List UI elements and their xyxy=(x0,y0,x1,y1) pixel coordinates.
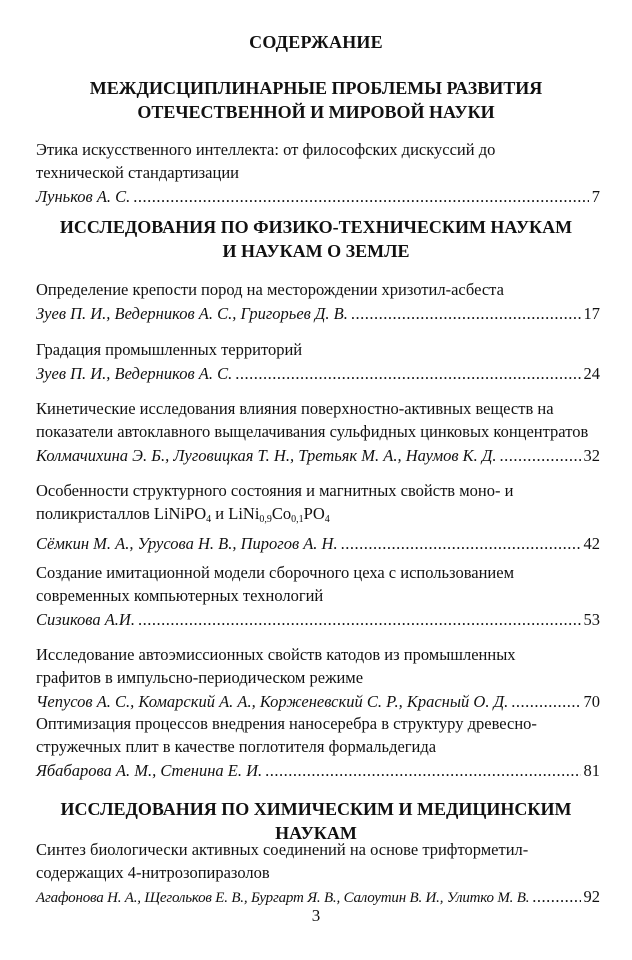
entry-page-number[interactable]: 81 xyxy=(583,761,600,780)
entry-authors: Сизикова А.И. xyxy=(36,610,135,629)
formula-subscript: 4 xyxy=(206,514,212,525)
entry-page-number[interactable]: 7 xyxy=(591,187,600,206)
dot-leader xyxy=(511,690,580,713)
entry-authors: Зуев П. И., Ведерников А. С., Григорьев Д. В. xyxy=(36,304,348,323)
entry-title-line: показатели автоклавного выщелачивания сульфидных цинковых концентратов xyxy=(36,422,589,441)
entry-author-line xyxy=(36,532,600,555)
entry-page-number[interactable]: 17 xyxy=(583,304,600,323)
entry-author-line xyxy=(36,185,600,208)
entry-title xyxy=(36,838,600,884)
dot-leader xyxy=(351,302,581,325)
entry-page-number[interactable]: 32 xyxy=(583,446,600,465)
entry-page-number[interactable]: 70 xyxy=(583,692,600,711)
entry-title xyxy=(36,278,600,301)
entry-title xyxy=(36,338,600,361)
entry-title-line: Особенности структурного состояния и магнитных свойств моно- и xyxy=(36,481,514,500)
section-heading-line: И НАУКАМ О ЗЕМЛЕ xyxy=(222,241,410,261)
formula-subscript: 0,9 xyxy=(259,514,272,525)
entry-page-number[interactable]: 92 xyxy=(583,887,600,906)
entry-authors: Агафонова Н. А., Щегольков Е. В., Бургарт Я. В., Салоутин В. И., Улитко М. В. xyxy=(36,890,530,906)
formula-text: PO xyxy=(303,504,325,523)
toc-entry[interactable] xyxy=(36,712,600,782)
entry-title-line: современных компьютерных технологий xyxy=(36,586,324,605)
formula-join: и xyxy=(211,504,229,523)
entry-title-line: стружечных плит в качестве поглотителя формальдегида xyxy=(36,737,437,756)
entry-title xyxy=(36,138,600,184)
entry-author-line xyxy=(36,444,600,467)
entry-title xyxy=(36,561,600,607)
section-heading-line: ИССЛЕДОВАНИЯ ПО ХИМИЧЕСКИМ И МЕДИЦИНСКИМ НАУКАМ xyxy=(60,799,572,843)
entry-author-line xyxy=(36,690,600,713)
entry-title-line: Создание имитационной модели сборочного цеха с использованием xyxy=(36,563,515,582)
entry-author-line xyxy=(36,362,600,385)
toc-entry[interactable] xyxy=(36,338,600,385)
entry-page-number[interactable]: 42 xyxy=(583,534,600,553)
dot-leader xyxy=(138,608,581,631)
entry-title xyxy=(36,712,600,758)
entry-title-line: Определение крепости пород на месторождении хризотил-асбеста xyxy=(36,280,504,299)
entry-page-number[interactable]: 24 xyxy=(583,364,600,383)
section-heading-interdisciplinary xyxy=(30,76,602,124)
toc-entry[interactable] xyxy=(36,278,600,325)
entry-title-formula-line xyxy=(36,502,600,531)
toc-entry[interactable] xyxy=(36,643,600,713)
entry-title-line: технической стандартизации xyxy=(36,163,239,182)
entry-author-line xyxy=(36,608,600,631)
entry-title-line: Градация промышленных территорий xyxy=(36,340,303,359)
formula-text: Co xyxy=(271,504,292,523)
entry-title-line: содержащих 4-нитрозопиразолов xyxy=(36,863,270,882)
entry-authors: Колмачихина Э. Б., Луговицкая Т. Н., Третьяк М. А., Наумов К. Д. xyxy=(36,446,497,465)
entry-title-line: Синтез биологически активных соединений на основе трифторметил- xyxy=(36,840,529,859)
entry-author-line xyxy=(36,302,600,325)
entry-authors: Зуев П. И., Ведерников А. С. xyxy=(36,364,233,383)
dot-leader xyxy=(500,444,581,467)
dot-leader xyxy=(133,185,588,208)
toc-entry[interactable] xyxy=(36,397,600,467)
entry-authors: Луньков А. С. xyxy=(36,187,131,206)
toc-entry[interactable] xyxy=(36,479,600,555)
section-heading-line: ИССЛЕДОВАНИЯ ПО ФИЗИКО-ТЕХНИЧЕСКИМ НАУКАМ xyxy=(59,217,573,237)
entry-title-line: Этика искусственного интеллекта: от философских дискуссий до xyxy=(36,140,496,159)
entry-authors: Ябабарова А. М., Стенина Е. И. xyxy=(36,761,263,780)
entry-title xyxy=(36,643,600,689)
entry-authors: Сёмкин М. А., Урусова Н. В., Пирогов А. Н. xyxy=(36,534,338,553)
section-heading-physics xyxy=(30,215,602,263)
entry-title-line: графитов в импульсно-периодическом режиме xyxy=(36,668,364,687)
section-heading-line: МЕЖДИСЦИПЛИНАРНЫЕ ПРОБЛЕМЫ РАЗВИТИЯ xyxy=(89,78,543,98)
dot-leader xyxy=(532,885,580,908)
entry-title-line: Кинетические исследования влияния поверхностно-активных веществ на xyxy=(36,399,554,418)
entry-title-line: Оптимизация процессов внедрения наносеребра в структуру древесно- xyxy=(36,714,537,733)
dot-leader xyxy=(265,759,580,782)
dot-leader xyxy=(341,532,581,555)
entry-author-line xyxy=(36,759,600,782)
formula-text: LiNi xyxy=(228,504,260,523)
entry-authors: Чепусов А. С., Комарский А. А., Корженевский С. Р., Красный О. Д. xyxy=(36,692,509,711)
entry-title-line: Исследование автоэмиссионных свойств катодов из промышленных xyxy=(36,645,516,664)
section-heading-line: ОТЕЧЕСТВЕННОЙ И МИРОВОЙ НАУКИ xyxy=(137,102,495,122)
formula-prefix: поликристаллов xyxy=(36,504,154,523)
entry-title xyxy=(36,397,600,443)
dot-leader xyxy=(235,362,580,385)
toc-entry[interactable] xyxy=(36,561,600,631)
formula-text: LiNiPO xyxy=(153,504,207,523)
formula-subscript: 4 xyxy=(324,514,330,525)
formula-subscript: 0,1 xyxy=(291,514,304,525)
entry-title xyxy=(36,479,600,531)
page-title: СОДЕРЖАНИЕ xyxy=(249,32,383,52)
page-number: 3 xyxy=(311,906,321,925)
toc-entry[interactable] xyxy=(36,838,600,910)
entry-page-number[interactable]: 53 xyxy=(583,610,600,629)
toc-entry[interactable] xyxy=(36,138,600,208)
